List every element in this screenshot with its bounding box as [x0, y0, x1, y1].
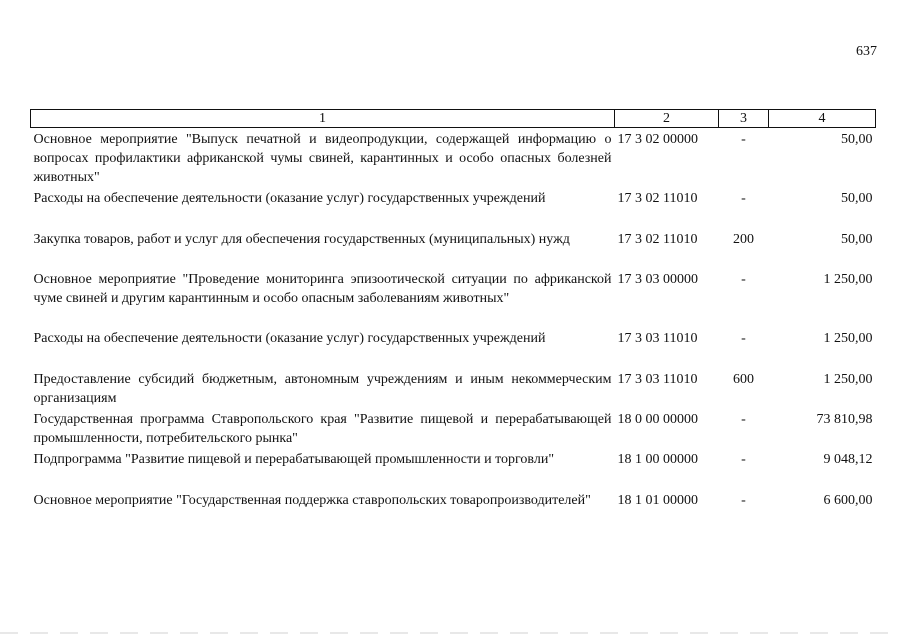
row-code: 17 3 03 11010 [617, 372, 698, 387]
table-row [31, 187, 876, 228]
row-type: 200 [733, 232, 754, 247]
row-type: - [741, 191, 746, 206]
row-amount: 1 250,00 [823, 272, 873, 287]
table-row [31, 408, 876, 448]
row-code: 17 3 03 11010 [617, 331, 698, 346]
row-amount: 73 810,98 [816, 412, 873, 427]
row-type: - [741, 452, 746, 467]
row-name: Основное мероприятие "Выпуск печатной и видеопродукции, содержащей информацию о вопросах профилактики африканской чумы свиней, карантинных и особо опасных болезней животных" [33, 132, 612, 185]
table-row [31, 128, 876, 188]
row-amount: 9 048,12 [823, 452, 873, 467]
row-amount: 50,00 [841, 132, 873, 147]
row-type: - [741, 412, 746, 427]
row-code: 17 3 02 11010 [617, 232, 698, 247]
scan-artifact-line [0, 632, 899, 634]
row-code: 17 3 02 00000 [617, 132, 698, 147]
row-code: 18 1 00 00000 [617, 452, 698, 467]
table-row [31, 368, 876, 408]
header-col-1: 1 [31, 110, 615, 128]
table-row [31, 327, 876, 368]
row-type: - [741, 331, 746, 346]
table-row [31, 448, 876, 489]
row-amount: 1 250,00 [823, 331, 873, 346]
page-number: 637 [856, 44, 877, 59]
row-name: Предоставление субсидий бюджетным, автономным учреждениям и иным некоммерческим организациям [33, 372, 612, 406]
row-name: Основное мероприятие "Государственная поддержка ставропольских товаропроизводителей" [33, 493, 591, 508]
row-name: Основное мероприятие "Проведение мониторинга эпизоотической ситуации по африканской чуме свиней и другим карантинным и особо опасным заболеваниям животных" [33, 272, 612, 306]
row-type: - [741, 272, 746, 287]
row-code: 17 3 03 00000 [617, 272, 698, 287]
row-amount: 6 600,00 [823, 493, 873, 508]
row-type: 600 [733, 372, 754, 387]
row-name: Расходы на обеспечение деятельности (оказание услуг) государственных учреждений [33, 191, 546, 206]
row-type: - [741, 132, 746, 147]
row-name: Закупка товаров, работ и услуг для обеспечения государственных (муниципальных) нужд [33, 232, 570, 247]
table-row [31, 228, 876, 268]
table-row [31, 268, 876, 327]
row-type: - [741, 493, 746, 508]
table-header [31, 110, 876, 128]
row-code: 18 1 01 00000 [617, 493, 698, 508]
row-amount: 50,00 [841, 232, 873, 247]
header-col-3: 3 [719, 110, 769, 128]
budget-table [30, 109, 876, 529]
row-name: Государственная программа Ставропольского края "Развитие пищевой и перерабатывающей промышленности, потребительского рынка" [33, 412, 612, 446]
row-name: Расходы на обеспечение деятельности (оказание услуг) государственных учреждений [33, 331, 546, 346]
header-col-2: 2 [615, 110, 719, 128]
row-amount: 1 250,00 [823, 372, 873, 387]
table-row [31, 489, 876, 529]
header-row [31, 110, 876, 128]
header-col-4: 4 [769, 110, 876, 128]
row-code: 17 3 02 11010 [617, 191, 698, 206]
row-amount: 50,00 [841, 191, 873, 206]
table-body [31, 128, 876, 530]
row-code: 18 0 00 00000 [617, 412, 698, 427]
row-name: Подпрограмма "Развитие пищевой и перерабатывающей промышленности и торговли" [33, 452, 555, 467]
